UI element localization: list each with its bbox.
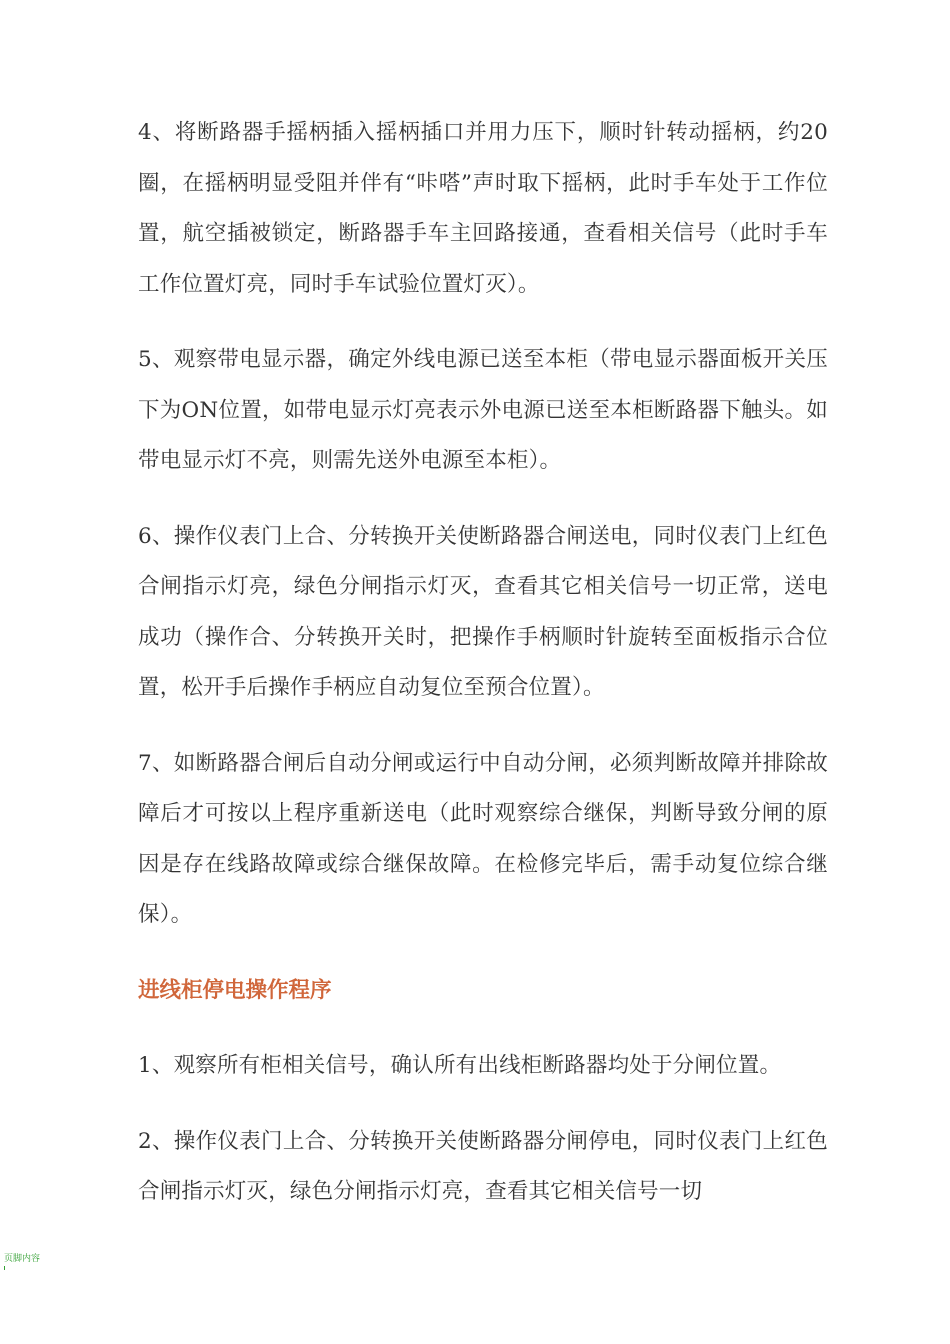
- paragraph-step-7: 7、如断路器合闸后自动分闸或运行中自动分闸，必须判断故障并排除故障后才可按以上程序重新送电（此时观察综合继保，判断导致分闸的原因是存在线路故障或综合继保故障。在检修完毕后，需手动复位综合继保）。: [138, 750, 828, 927]
- footer-mark: [4, 1266, 5, 1270]
- section-paragraph-step-1: 1、观察所有柜相关信号，确认所有出线柜断路器均处于分闸位置。: [138, 1053, 782, 1078]
- paragraph-step-6: 6、操作仪表门上合、分转换开关使断路器合闸送电，同时仪表门上红色合闸指示灯亮，绿色分闸指示灯灭，查看其它相关信号一切正常，送电成功（操作合、分转换开关时，把操作手柄顺时针旋转至面板指示合位置，松开手后操作手柄应自动复位至预合位置）。: [138, 523, 828, 700]
- section-heading: 进线柜停电操作程序: [138, 977, 332, 1003]
- paragraph-step-5: 5、观察带电显示器，确定外线电源已送至本柜（带电显示器面板开关压下为ON位置，如带电显示灯亮表示外电源已送至本柜断路器下触头。如带电显示灯不亮，则需先送外电源至本柜）。: [138, 347, 828, 473]
- section-paragraph-step-2: 2、操作仪表门上合、分转换开关使断路器分闸停电，同时仪表门上红色合闸指示灯灭，绿色分闸指示灯亮，查看其它相关信号一切: [138, 1128, 828, 1204]
- document-page: [138, 108, 828, 1243]
- paragraph-step-4: 4、将断路器手摇柄插入摇柄插口并用力压下，顺时针转动摇柄，约20圈，在摇柄明显受阻并伴有“咔嗒”声时取下摇柄，此时手车处于工作位置，航空插被锁定，断路器手车主回路接通，查看相关信号（此时手车工作位置灯亮，同时手车试验位置灯灭）。: [138, 120, 828, 297]
- page-footer: 页脚内容: [4, 1254, 41, 1264]
